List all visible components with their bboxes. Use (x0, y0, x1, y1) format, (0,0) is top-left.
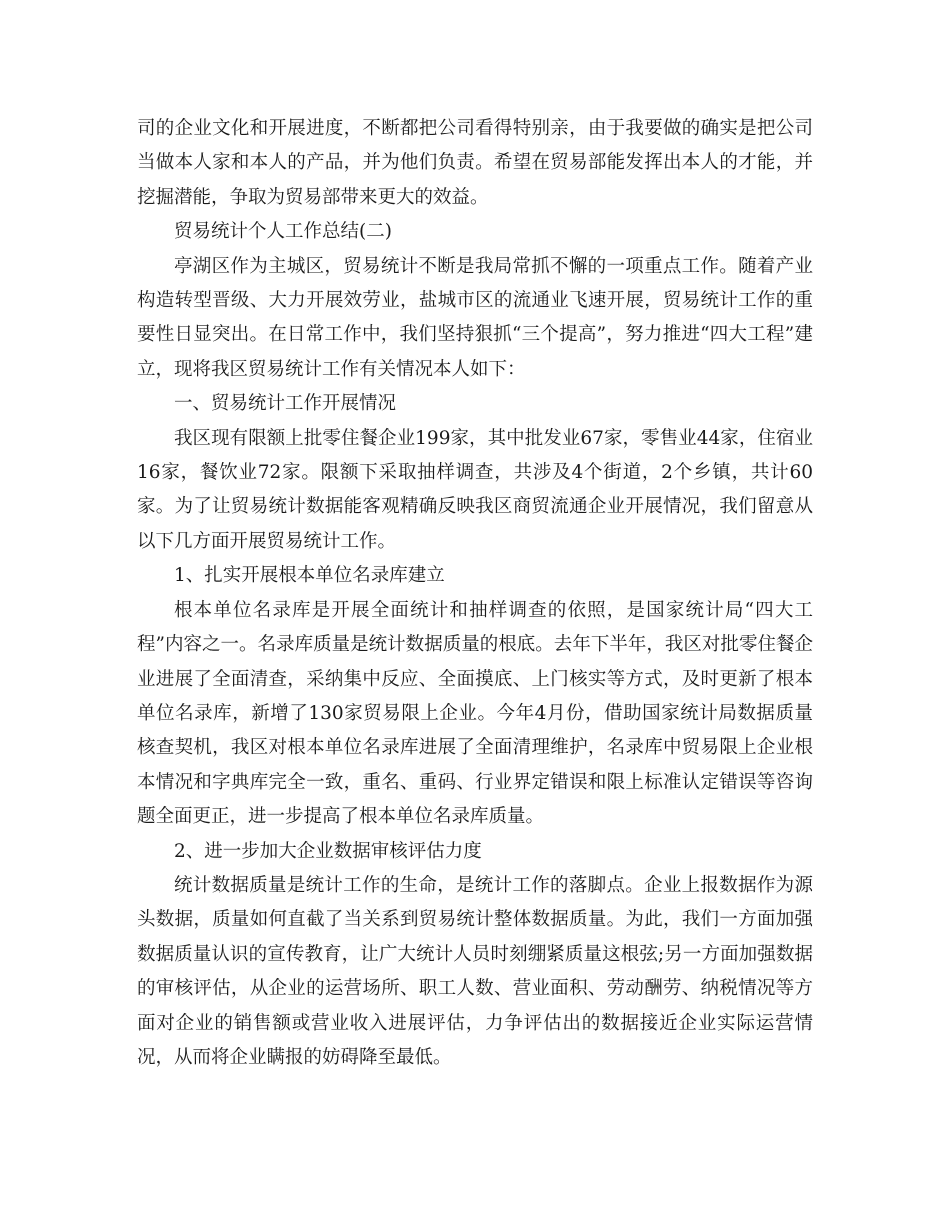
section-title: 贸易统计个人工作总结(二) (174, 221, 392, 243)
heading-item-2: 2、进一步加大企业数据审核评估力度 (174, 840, 482, 862)
heading-overview: 一、贸易统计工作开展情况 (174, 393, 397, 415)
document-body (137, 112, 813, 1075)
paragraph-enterprise-count: 我区现有限额上批零住餐企业199家，其中批发业67家，零售业44家，住宿业16家，餐饮业72家。限额下采取抽样调查，共涉及4个街道，2个乡镇，共计60家。为了让贸易统计数据能客观精确反映我区商贸流通企业开展情况，我们留意从以下几方面开展贸易统计工作。 (137, 427, 813, 552)
paragraph-directory: 根本单位名录库是开展全面统计和抽样调查的依照，是国家统计局“四大工程”内容之一。名录库质量是统计数据质量的根底。去年下半年，我区对批零住餐企业进展了全面清查，采纳集中反应、全面摸底、上门核实等方式，及时更新了根本单位名录库，新增了130家贸易限上企业。今年4月份，借助国家统计局数据质量核查契机，我区对根本单位名录库进展了全面清理维护，名录库中贸易限上企业根本情况和字典库完全一致，重名、重码、行业界定错误和限上标准认定错误等咨询题全面更正，进一步提高了根本单位名录库质量。 (137, 599, 813, 828)
paragraph-data-quality: 统计数据质量是统计工作的生命，是统计工作的落脚点。企业上报数据作为源头数据，质量如何直截了当关系到贸易统计整体数据质量。为此，我们一方面加强数据质量认识的宣传教育，让广大统计人员时刻绷紧质量这根弦;另一方面加强数据的审核评估，从企业的运营场所、职工人数、营业面积、劳动酬劳、纳税情况等方面对企业的销售额或营业收入进展评估，力争评估出的数据接近企业实际运营情况，从而将企业瞒报的妨碍降至最低。 (137, 874, 813, 1068)
paragraph-intro: 亭湖区作为主城区，贸易统计不断是我局常抓不懈的一项重点工作。随着产业构造转型晋级、大力开展效劳业，盐城市区的流通业飞速开展，贸易统计工作的重要性日显突出。在日常工作中，我们坚持狠抓“三个提高”，努力推进“四大工程”建立，现将我区贸易统计工作有关情况本人如下： (137, 255, 813, 380)
heading-item-1: 1、扎实开展根本单位名录库建立 (174, 565, 445, 587)
paragraph-continuation: 司的企业文化和开展进度，不断都把公司看得特别亲，由于我要做的确实是把公司当做本人家和本人的产品，并为他们负责。希望在贸易部能发挥出本人的才能，并挖掘潜能，争取为贸易部带来更大的效益。 (137, 118, 813, 208)
